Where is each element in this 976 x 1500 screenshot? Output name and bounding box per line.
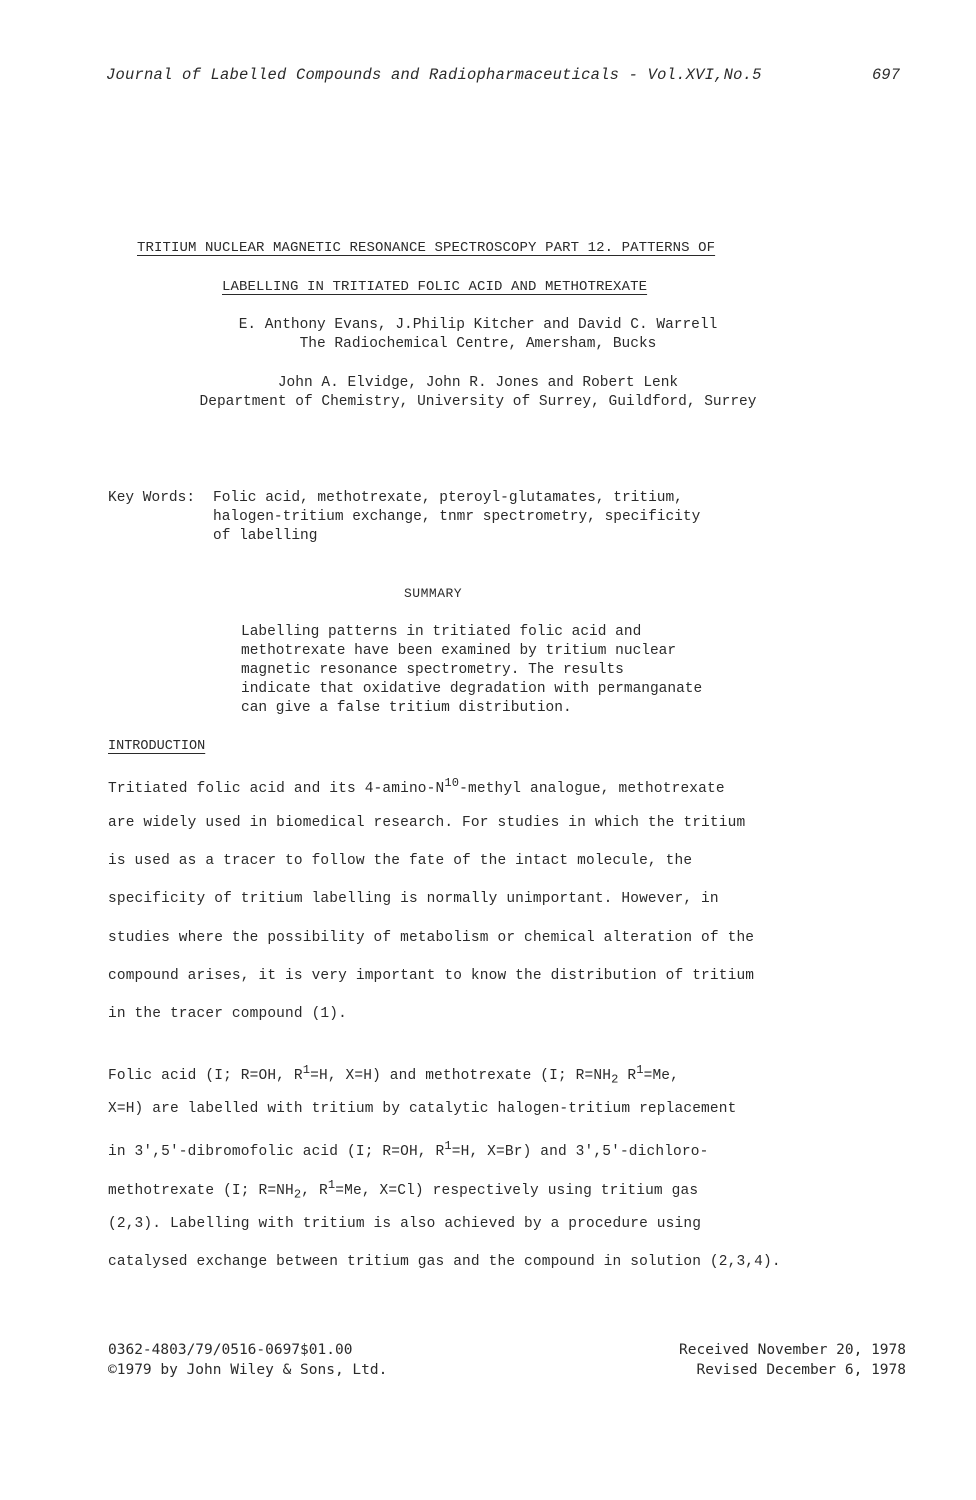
author-affiliation-1: The Radiochemical Centre, Amersham, Bucks: [299, 336, 657, 352]
keywords-line: of labelling: [213, 528, 318, 544]
body-line: studies where the possibility of metabolism or chemical alteration of the: [108, 930, 755, 946]
article-code: 0362-4803/79/0516-0697$01.00: [108, 1342, 353, 1358]
summary-line: methotrexate have been examined by tritium nuclear: [241, 643, 677, 659]
page-number: 697: [872, 66, 900, 84]
body-line: specificity of tritium labelling is normally unimportant. However, in: [108, 891, 719, 907]
author-names-2: John A. Elvidge, John R. Jones and Robert Lenk: [277, 375, 679, 391]
received-date: Received November 20, 1978: [679, 1342, 906, 1358]
author-affiliation-2: Department of Chemistry, University of Surrey, Guildford, Surrey: [199, 394, 757, 410]
summary-line: can give a false tritium distribution.: [241, 700, 572, 716]
introduction-heading: INTRODUCTION: [108, 739, 206, 754]
body-line: Tritiated folic acid and its $4-amino-N^{10}$-methyl analogue, methotrexate: [108, 776, 725, 797]
keywords-line: Folic acid, methotrexate, pteroyl-glutamates, tritium,: [213, 490, 683, 506]
body-line: X=H) are labelled with tritium by catalytic halogen-tritium replacement: [108, 1101, 737, 1117]
article-title-line-1: TRITIUM NUCLEAR MAGNETIC RESONANCE SPECTROSCOPY PART 12. PATTERNS OF: [137, 240, 716, 256]
body-line: are widely used in biomedical research. For studies in which the tritium: [108, 815, 746, 831]
article-title-line-2: LABELLING IN TRITIATED FOLIC ACID AND METHOTREXATE: [222, 279, 648, 295]
body-line: in 3',5'-dibromofolic acid (I; R=OH, $R^1=H$, X=Br) and 3',5'-dichloro-: [108, 1139, 709, 1160]
summary-line: magnetic resonance spectrometry. The results: [241, 662, 624, 678]
body-line: (2,3). Labelling with tritium is also achieved by a procedure using: [108, 1216, 702, 1232]
body-line: compound arises, it is very important to know the distribution of tritium: [108, 968, 755, 984]
body-line: in the tracer compound (1).: [108, 1006, 347, 1022]
revised-date: Revised December 6, 1978: [696, 1362, 906, 1378]
copyright-notice: ©1979 by John Wiley & Sons, Ltd.: [108, 1362, 388, 1378]
keywords-line: halogen-tritium exchange, tnmr spectrometry, specificity: [213, 509, 701, 525]
body-line: methotrexate (I; $R=NH_2$, $R^1=Me$, X=Cl) respectively using tritium gas: [108, 1178, 699, 1202]
body-line: is used as a tracer to follow the fate of the intact molecule, the: [108, 853, 693, 869]
journal-header: Journal of Labelled Compounds and Radiopharmaceuticals - Vol.XVI,No.5: [106, 66, 762, 84]
summary-line: Labelling patterns in tritiated folic acid and: [241, 624, 642, 640]
summary-line: indicate that oxidative degradation with permanganate: [241, 681, 703, 697]
body-line: Folic acid (I; R=OH, $R^1=H$, X=H) and methotrexate (I; $R=NH_2$ $R^1=Me$,: [108, 1063, 680, 1087]
keywords-label: Key Words:: [108, 490, 196, 506]
body-line: catalysed exchange between tritium gas and the compound in solution (2,3,4).: [108, 1254, 781, 1270]
author-names-1: E. Anthony Evans, J.Philip Kitcher and David C. Warrell: [238, 317, 718, 333]
summary-heading: SUMMARY: [404, 586, 463, 601]
